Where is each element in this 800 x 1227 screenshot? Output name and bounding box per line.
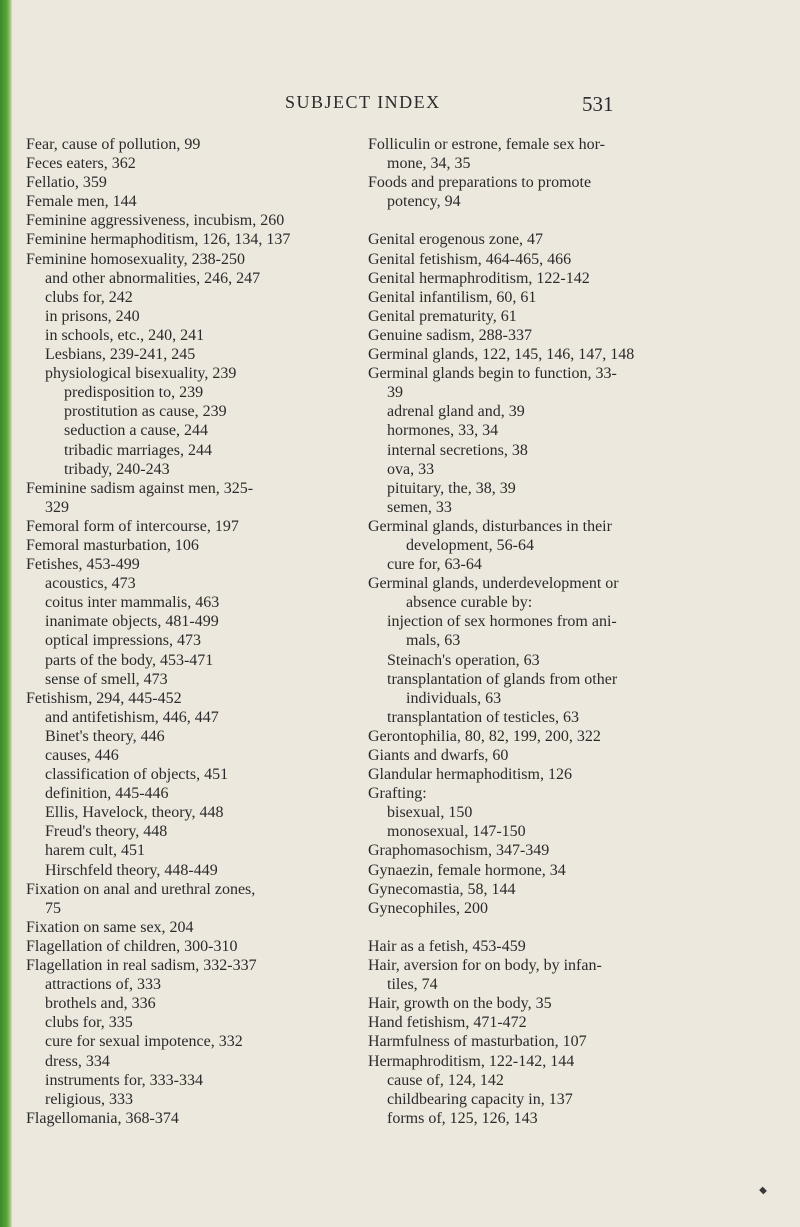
index-entry: Flagellomania, 368-374 xyxy=(26,1109,179,1127)
index-subentry: childbearing capacity in, 137 xyxy=(387,1090,573,1108)
index-subentry: cause of, 124, 142 xyxy=(387,1071,504,1089)
index-subentry: optical impressions, 473 xyxy=(45,632,201,650)
index-entry: Fetishes, 453-499 xyxy=(26,556,140,574)
index-subentry: Freud's theory, 448 xyxy=(45,823,168,841)
index-subentry: absence curable by: xyxy=(406,594,533,612)
index-subentry: monosexual, 147-150 xyxy=(387,823,526,841)
index-entry: Feminine hermaphoditism, 126, 134, 137 xyxy=(26,231,291,249)
index-subentry: causes, 446 xyxy=(45,747,119,764)
index-entry: Foods and preparations to promote xyxy=(368,174,592,192)
index-entry: Hermaphroditism, 122-142, 144 xyxy=(368,1052,575,1070)
index-subentry: 75 xyxy=(45,899,61,917)
index-entry: Giants and dwarfs, 60 xyxy=(368,747,509,764)
index-entry: Fetishism, 294, 445-452 xyxy=(26,689,182,707)
index-entry: Fixation on anal and urethral zones, xyxy=(26,880,256,898)
index-subentry: tribadic marriages, 244 xyxy=(64,441,212,459)
index-entry: Femoral form of intercourse, 197 xyxy=(26,517,239,535)
index-entry: Fixation on same sex, 204 xyxy=(26,918,194,936)
index-entry: Glandular hermaphoditism, 126 xyxy=(368,766,572,784)
index-entry: Folliculin or estrone, female sex hor- xyxy=(368,136,605,153)
index-entry: Gerontophilia, 80, 82, 199, 200, 322 xyxy=(368,727,601,745)
index-entry: Genital hermaphroditism, 122-142 xyxy=(368,269,590,287)
index-entry: Germinal glands, underdevelopment or xyxy=(368,575,619,593)
index-subentry: adrenal gland and, 39 xyxy=(387,403,525,421)
index-subentry: harem cult, 451 xyxy=(45,842,145,860)
index-entry: Graphomasochism, 347-349 xyxy=(368,842,550,860)
index-entry: Fear, cause of pollution, 99 xyxy=(26,136,201,153)
index-entry: Germinal glands begin to function, 33- xyxy=(368,365,617,383)
index-entry: Genital erogenous zone, 47 xyxy=(368,231,544,249)
index-subentry: clubs for, 335 xyxy=(45,1014,133,1032)
index-subentry: and antifetishism, 446, 447 xyxy=(45,708,219,726)
index-entry: Feminine aggressiveness, incubism, 260 xyxy=(26,212,285,230)
index-subentry: Hirschfeld theory, 448-449 xyxy=(45,861,218,879)
index-subentry: classification of objects, 451 xyxy=(45,766,229,784)
index-subentry: Steinach's operation, 63 xyxy=(387,651,540,669)
index-entry: Hair as a fetish, 453-459 xyxy=(368,937,526,955)
index-entry: Hair, aversion for on body, by infan- xyxy=(368,957,602,975)
index-subentry: cure for, 63-64 xyxy=(387,556,482,574)
index-entry: Genital prematurity, 61 xyxy=(368,307,517,325)
index-subentry: transplantation of testicles, 63 xyxy=(387,708,579,726)
index-subentry: predisposition to, 239 xyxy=(64,384,204,402)
index-subentry: mals, 63 xyxy=(406,632,461,650)
index-subentry: transplantation of glands from other xyxy=(387,670,618,688)
index-entry: Hair, growth on the body, 35 xyxy=(368,995,552,1013)
index-subentry: instruments for, 333-334 xyxy=(45,1071,204,1089)
index-subentry: Binet's theory, 446 xyxy=(45,727,165,745)
page-number: 531 xyxy=(582,92,614,116)
index-subentry: dress, 334 xyxy=(45,1052,110,1070)
index-subentry: development, 56-64 xyxy=(406,536,534,554)
index-spacer xyxy=(368,211,698,230)
index-subentry: 39 xyxy=(387,384,403,402)
index-subentry: coitus inter mammalis, 463 xyxy=(45,594,220,612)
index-entry: Harmfulness of masturbation, 107 xyxy=(368,1033,587,1051)
index-subentry: clubs for, 242 xyxy=(45,288,133,306)
index-subentry: brothels and, 336 xyxy=(45,995,156,1013)
book-spine-edge xyxy=(0,0,12,1227)
index-subentry: inanimate objects, 481-499 xyxy=(45,613,219,631)
index-subentry: semen, 33 xyxy=(387,498,452,516)
index-entry: Hand fetishism, 471-472 xyxy=(368,1014,527,1032)
index-column-left xyxy=(26,135,356,1128)
index-entry: Femoral masturbation, 106 xyxy=(26,536,199,554)
index-subentry: cure for sexual impotence, 332 xyxy=(45,1033,243,1051)
index-subentry: definition, 445-446 xyxy=(45,785,169,803)
index-entry: Gynaezin, female hormone, 34 xyxy=(368,861,566,879)
index-entry: Feminine sadism against men, 325- xyxy=(26,479,254,497)
index-column-right xyxy=(368,135,698,1128)
index-subentry: sense of smell, 473 xyxy=(45,670,168,688)
index-subentry: potency, 94 xyxy=(387,193,461,211)
index-subentry: acoustics, 473 xyxy=(45,575,136,593)
index-subentry: in schools, etc., 240, 241 xyxy=(45,326,205,344)
index-subentry: bisexual, 150 xyxy=(387,804,473,822)
index-entry: Fellatio, 359 xyxy=(26,174,107,192)
index-subentry: pituitary, the, 38, 39 xyxy=(387,479,516,497)
index-entry: Gynecophiles, 200 xyxy=(368,899,488,917)
index-entry: Genuine sadism, 288-337 xyxy=(368,326,532,344)
index-subentry: 329 xyxy=(45,498,69,516)
index-entry: Female men, 144 xyxy=(26,193,137,211)
index-subentry: physiological bisexuality, 239 xyxy=(45,365,237,383)
index-subentry: tiles, 74 xyxy=(387,976,438,994)
print-mark xyxy=(759,1187,767,1195)
index-subentry: tribady, 240-243 xyxy=(64,460,170,478)
index-entry: Gynecomastia, 58, 144 xyxy=(368,880,516,898)
index-entry: Germinal glands, 122, 145, 146, 147, 148 xyxy=(368,346,635,364)
index-subentry: parts of the body, 453-471 xyxy=(45,651,214,669)
index-entry: Germinal glands, disturbances in their xyxy=(368,517,612,535)
index-subentry: in prisons, 240 xyxy=(45,307,140,325)
index-entry: Feminine homosexuality, 238-250 xyxy=(26,250,245,268)
index-subentry: internal secretions, 38 xyxy=(387,441,528,459)
index-subentry: seduction a cause, 244 xyxy=(64,422,208,440)
page-header xyxy=(0,92,800,122)
index-subentry: attractions of, 333 xyxy=(45,976,161,994)
index-subentry: hormones, 33, 34 xyxy=(387,422,499,440)
index-subentry: religious, 333 xyxy=(45,1090,133,1108)
index-subentry: ova, 33 xyxy=(387,460,435,478)
index-entry: Grafting: xyxy=(368,785,427,803)
index-subentry: injection of sex hormones from ani- xyxy=(387,613,617,631)
index-subentry: forms of, 125, 126, 143 xyxy=(387,1109,538,1127)
index-entry: Genital infantilism, 60, 61 xyxy=(368,288,537,306)
index-spacer xyxy=(368,918,698,937)
index-subentry: prostitution as cause, 239 xyxy=(64,403,227,421)
index-entry: Genital fetishism, 464-465, 466 xyxy=(368,250,572,268)
index-subentry: mone, 34, 35 xyxy=(387,155,471,173)
index-entry: Feces eaters, 362 xyxy=(26,155,136,173)
index-entry: Flagellation of children, 300-310 xyxy=(26,937,238,955)
index-subentry: Ellis, Havelock, theory, 448 xyxy=(45,804,224,822)
index-subentry: Lesbians, 239-241, 245 xyxy=(45,346,196,364)
index-subentry: individuals, 63 xyxy=(406,689,502,707)
index-subentry: and other abnormalities, 246, 247 xyxy=(45,269,261,287)
index-entry: Flagellation in real sadism, 332-337 xyxy=(26,957,257,975)
running-title: SUBJECT INDEX xyxy=(285,92,441,112)
